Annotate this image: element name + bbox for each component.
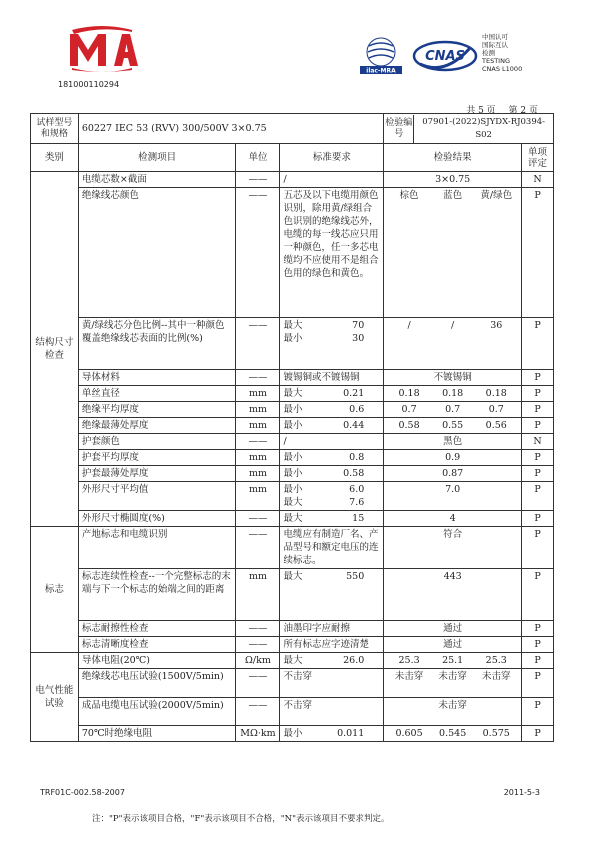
- table-row: [31, 653, 554, 669]
- result-cell: 符合: [384, 527, 522, 569]
- result-value: 0.575: [482, 728, 510, 739]
- item-cell: 标志连续性检查--一个完整标志的末端与下一个标志的始端之间的距离: [78, 569, 236, 621]
- table-row: [31, 698, 554, 726]
- item-cell: 黄/绿线芯分色比例--其中一种颜色覆盖绝缘线芯表面的比例(%): [78, 318, 236, 370]
- item-cell: 护套最薄处厚度: [78, 466, 236, 482]
- result-cell: [384, 318, 522, 370]
- item-cell: 护套平均厚度: [78, 450, 236, 466]
- req-bound: 最小: [283, 452, 303, 463]
- column-header-row: [31, 144, 554, 172]
- table-row: [31, 402, 554, 418]
- col-judge: 单项评定: [522, 144, 554, 172]
- req-cell: 不击穿: [280, 698, 384, 726]
- cnas-line-4: TESTING: [482, 57, 510, 65]
- unit-cell: ——: [236, 318, 280, 370]
- req-cell: [280, 653, 384, 669]
- result-value: /: [407, 320, 411, 331]
- category-cell: 标志: [31, 527, 79, 653]
- unit-cell: mm: [236, 386, 280, 402]
- judge-cell: P: [522, 511, 554, 527]
- table-row: [31, 188, 554, 318]
- req-value: 0.011: [337, 728, 365, 739]
- result-cell: 7.0: [384, 482, 522, 511]
- result-value: 未击穿: [394, 671, 424, 682]
- table-row: [31, 669, 554, 698]
- table-row: [31, 466, 554, 482]
- cnas-line-1: 中国认可: [482, 33, 508, 41]
- req-bound: 最小: [283, 728, 303, 739]
- result-cell: [384, 402, 522, 418]
- result-value: 0.18: [442, 388, 464, 399]
- model-value: 60227 IEC 53 (RVV) 300/500V 3×0.75: [78, 114, 383, 144]
- req-line: [283, 570, 380, 583]
- judge-cell: P: [522, 318, 554, 370]
- req-value: 0.58: [343, 468, 365, 479]
- table-row: [31, 637, 554, 653]
- unit-cell: mm: [236, 466, 280, 482]
- req-line: [283, 654, 380, 667]
- result-value: 未击穿: [481, 671, 511, 682]
- req-cell: [280, 418, 384, 434]
- result-value: 25.3: [398, 655, 420, 666]
- unit-cell: ——: [236, 370, 280, 386]
- table-row: [31, 450, 554, 466]
- judge-cell: P: [522, 418, 554, 434]
- cnas-line-2: 国际互认: [482, 41, 508, 49]
- result-cell: [384, 653, 522, 669]
- req-line: [283, 451, 380, 464]
- item-cell: 外形尺寸平均值: [78, 482, 236, 511]
- req-value: 0.21: [343, 388, 365, 399]
- req-value: 0.44: [343, 420, 365, 431]
- req-bound: 最小: [283, 404, 303, 415]
- req-value: 7.6: [349, 497, 365, 508]
- req-cell: 不击穿: [280, 669, 384, 698]
- req-line: [283, 727, 380, 740]
- cnas-line-3: 检测: [482, 49, 495, 57]
- table-row: [31, 527, 554, 569]
- result-cell: 0.87: [384, 466, 522, 482]
- req-line: [283, 483, 380, 496]
- req-cell: [280, 482, 384, 511]
- req-value: 0.6: [349, 404, 365, 415]
- form-code: TRF01C-002.58-2007: [40, 788, 125, 797]
- unit-cell: Ω/km: [236, 653, 280, 669]
- result-cell: [384, 726, 522, 742]
- item-cell: 70℃时绝缘电阻: [78, 726, 236, 742]
- result-value: 36: [490, 320, 503, 331]
- col-result: 检验结果: [384, 144, 522, 172]
- cnas-logo: [412, 36, 478, 76]
- item-cell: 电缆芯数×截面: [78, 172, 236, 188]
- table-row: [31, 386, 554, 402]
- col-unit: 单位: [236, 144, 280, 172]
- table-row: [31, 418, 554, 434]
- table-row: [31, 621, 554, 637]
- unit-cell: mm: [236, 569, 280, 621]
- col-category: 类别: [31, 144, 79, 172]
- req-cell: [280, 726, 384, 742]
- req-cell: [280, 386, 384, 402]
- page-current: 第 2 页: [508, 106, 538, 116]
- judge-cell: P: [522, 482, 554, 511]
- item-cell: 标志耐擦性检查: [78, 621, 236, 637]
- req-bound: 最小: [283, 468, 303, 479]
- req-value: 26.0: [343, 655, 365, 666]
- req-value: 6.0: [349, 484, 365, 495]
- item-cell: 绝缘最薄处厚度: [78, 418, 236, 434]
- judge-cell: P: [522, 466, 554, 482]
- table-row: [31, 511, 554, 527]
- judge-cell: P: [522, 637, 554, 653]
- result-cell: 3×0.75: [384, 172, 522, 188]
- result-value: 0.55: [442, 420, 464, 431]
- req-cell: [280, 466, 384, 482]
- req-bound: 最小: [283, 420, 303, 431]
- result-value: 黄/绿色: [480, 190, 513, 201]
- req-bound: 最大: [283, 571, 303, 582]
- req-line: [283, 419, 380, 432]
- judge-cell: P: [522, 569, 554, 621]
- result-value: 25.1: [442, 655, 464, 666]
- judge-cell: P: [522, 450, 554, 466]
- req-line: [283, 512, 380, 525]
- judge-cell: P: [522, 527, 554, 569]
- result-value: 0.7: [401, 404, 417, 415]
- table-row: [31, 370, 554, 386]
- test-no-label: 检验编号: [384, 115, 414, 143]
- result-cell: 不镀锡铜: [384, 370, 522, 386]
- judge-cell: P: [522, 669, 554, 698]
- unit-cell: mm: [236, 482, 280, 511]
- result-value: 0.605: [395, 728, 423, 739]
- ilac-mra-logo: [356, 36, 406, 76]
- req-line: [283, 332, 380, 345]
- result-value: /: [451, 320, 455, 331]
- result-value: 0.7: [488, 404, 504, 415]
- req-cell: /: [280, 172, 384, 188]
- req-value: 0.8: [349, 452, 365, 463]
- judge-cell: P: [522, 698, 554, 726]
- result-value: 0.18: [398, 388, 420, 399]
- judge-cell: P: [522, 621, 554, 637]
- req-value: 15: [352, 513, 365, 524]
- unit-cell: MΩ·km: [236, 726, 280, 742]
- judge-cell: N: [522, 172, 554, 188]
- result-value: 0.545: [439, 728, 467, 739]
- unit-cell: ——: [236, 621, 280, 637]
- result-cell: 未击穿: [384, 698, 522, 726]
- judge-cell: P: [522, 726, 554, 742]
- unit-cell: mm: [236, 450, 280, 466]
- req-bound: 最小: [283, 333, 303, 344]
- req-line: [283, 319, 380, 332]
- table-row: [31, 482, 554, 511]
- judge-cell: P: [522, 386, 554, 402]
- req-bound: 最小: [283, 484, 303, 495]
- cma-logo: [62, 26, 142, 72]
- req-cell: 电缆应有制造厂名、产品型号和额定电压的连续标志。: [280, 527, 384, 569]
- item-cell: 成品电缆电压试验(2000V/5min): [78, 698, 236, 726]
- req-bound: 最大: [283, 320, 303, 331]
- req-cell: /: [280, 434, 384, 450]
- judge-cell: P: [522, 653, 554, 669]
- test-no: [384, 114, 554, 144]
- cnas-label: [482, 33, 522, 73]
- unit-cell: ——: [236, 434, 280, 450]
- result-cell: [384, 188, 522, 318]
- req-cell: 镀锡铜或不镀锡铜: [280, 370, 384, 386]
- item-cell: 标志清晰度检查: [78, 637, 236, 653]
- result-cell: 0.9: [384, 450, 522, 466]
- cma-number: 181000110294: [58, 80, 120, 89]
- table-row: [31, 172, 554, 188]
- result-value: 25.3: [485, 655, 507, 666]
- info-row: [31, 114, 554, 144]
- report-table: [30, 113, 554, 742]
- req-line: [283, 496, 380, 509]
- judge-cell: P: [522, 402, 554, 418]
- req-line: [283, 403, 380, 416]
- result-value: 棕色: [399, 190, 419, 201]
- unit-cell: ——: [236, 698, 280, 726]
- result-cell: 通过: [384, 637, 522, 653]
- judge-cell: P: [522, 370, 554, 386]
- req-cell: [280, 402, 384, 418]
- category-cell: 结构尺寸检查: [31, 172, 79, 527]
- cnas-line-5: CNAS L1000: [482, 65, 523, 73]
- test-no-value: 07901-(2022)SJYDX-RJ0394-S02: [422, 116, 546, 140]
- result-value: 0.56: [485, 420, 507, 431]
- req-line: [283, 467, 380, 480]
- result-cell: 黑色: [384, 434, 522, 450]
- result-value: 蓝色: [443, 190, 463, 201]
- req-bound: 最大: [283, 655, 303, 666]
- category-cell: 电气性能试验: [31, 653, 79, 742]
- unit-cell: ——: [236, 511, 280, 527]
- result-cell: [384, 418, 522, 434]
- model-label: 试样型号和规格: [31, 114, 79, 144]
- page-total: 共 5 页: [466, 106, 496, 116]
- result-value: 0.58: [398, 420, 420, 431]
- req-cell: [280, 318, 384, 370]
- table-body: [31, 172, 554, 742]
- table-row: [31, 318, 554, 370]
- svg-text:CNAS: CNAS: [425, 49, 465, 64]
- item-cell: 产地标志和电缆识别: [78, 527, 236, 569]
- unit-cell: ——: [236, 669, 280, 698]
- result-value: 0.18: [485, 388, 507, 399]
- table-row: [31, 726, 554, 742]
- item-cell: 单丝直径: [78, 386, 236, 402]
- unit-cell: mm: [236, 402, 280, 418]
- footnote: 注："P"表示该项目合格，"F"表示该项目不合格，"N"表示该项目不要求判定。: [92, 814, 390, 824]
- req-cell: [280, 511, 384, 527]
- table-row: [31, 569, 554, 621]
- form-date: 2011-5-3: [503, 788, 540, 797]
- item-cell: 护套颜色: [78, 434, 236, 450]
- req-cell: [280, 569, 384, 621]
- unit-cell: ——: [236, 527, 280, 569]
- item-cell: 导体材料: [78, 370, 236, 386]
- table-row: [31, 434, 554, 450]
- req-cell: 所有标志应字迹清楚: [280, 637, 384, 653]
- req-bound: 最大: [283, 513, 303, 524]
- result-value: 0.7: [445, 404, 461, 415]
- col-req: 标准要求: [280, 144, 384, 172]
- unit-cell: ——: [236, 637, 280, 653]
- req-value: 30: [352, 333, 365, 344]
- result-cell: 4: [384, 511, 522, 527]
- req-bound: 最大: [283, 497, 303, 508]
- req-value: 70: [352, 320, 365, 331]
- req-cell: [280, 450, 384, 466]
- item-cell: 导体电阻(20℃): [78, 653, 236, 669]
- req-cell: 油墨印字应耐擦: [280, 621, 384, 637]
- item-cell: 绝缘平均厚度: [78, 402, 236, 418]
- req-cell: 五芯及以下电缆用颜色识别，除用黄/绿组合色识别的绝缘线芯外，电缆的每一线芯应只用一种颜色，任一多芯电缆均不应使用不是组合色用的绿色和黄色。: [280, 188, 384, 318]
- unit-cell: ——: [236, 188, 280, 318]
- item-cell: 绝缘线芯颜色: [78, 188, 236, 318]
- req-bound: 最大: [283, 388, 303, 399]
- item-cell: 外形尺寸椭圆度(%): [78, 511, 236, 527]
- req-line: [283, 387, 380, 400]
- svg-text:ilac-MRA: ilac-MRA: [366, 67, 396, 75]
- result-cell: 443: [384, 569, 522, 621]
- item-cell: 绝缘线芯电压试验(1500V/5min): [78, 669, 236, 698]
- result-value: 未击穿: [438, 671, 467, 682]
- unit-cell: ——: [236, 172, 280, 188]
- judge-cell: N: [522, 434, 554, 450]
- col-item: 检测项目: [78, 144, 236, 172]
- req-value: 550: [346, 571, 365, 582]
- result-cell: [384, 386, 522, 402]
- result-cell: 通过: [384, 621, 522, 637]
- result-cell: [384, 669, 522, 698]
- judge-cell: P: [522, 188, 554, 318]
- unit-cell: mm: [236, 418, 280, 434]
